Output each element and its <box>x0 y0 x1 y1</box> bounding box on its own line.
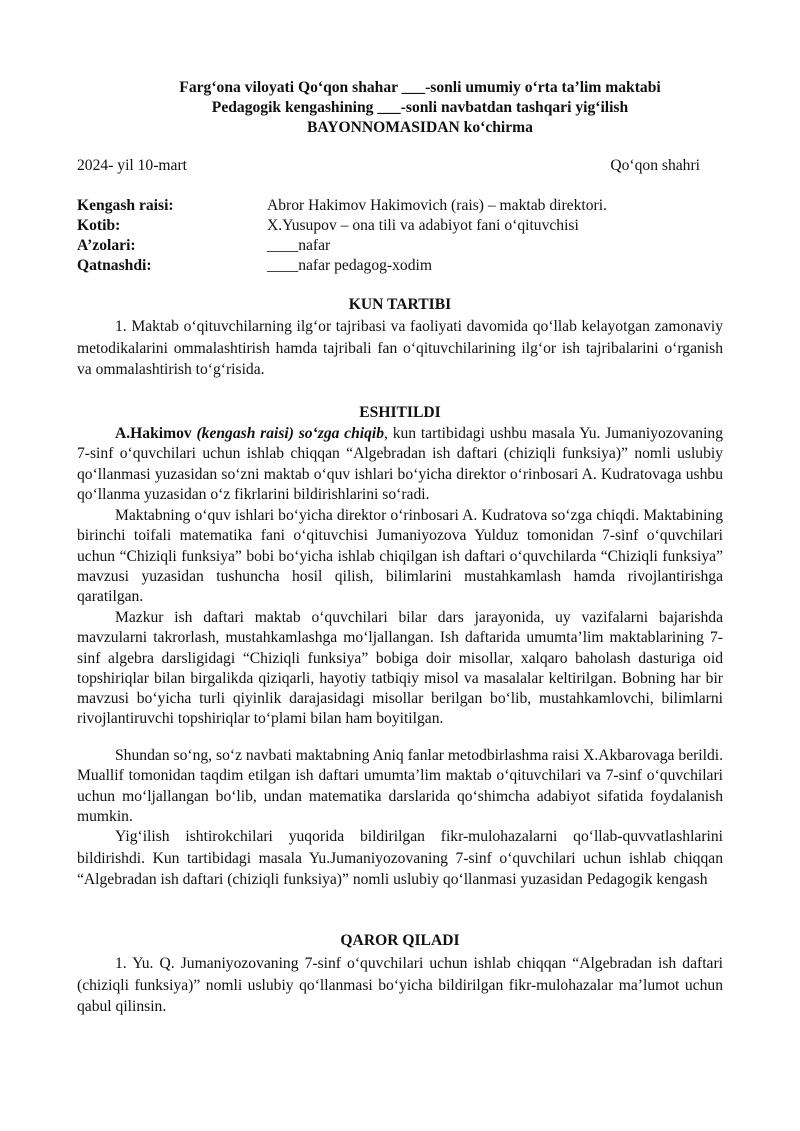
attendance-value: ____nafar pedagog-xodim <box>267 257 432 274</box>
heard-heading: ESHITILDI <box>359 404 441 421</box>
attendance-value: Abror Hakimov Hakimovich (rais) – maktab direktori. <box>267 197 607 214</box>
document-date: 2024- yil 10-mart <box>77 157 188 174</box>
heard-paragraph-1 <box>77 424 723 505</box>
attendance-label: Kotib: <box>77 217 121 234</box>
heard-paragraph-4: Shundan so‘ng, so‘z navbati maktabning Aniq fanlar metodbirlashma raisi X.Akbarovaga berildi. Muallif tomonidan taqdim etilgan ish daftari umumta’lim maktab o‘qituvchilari va 7-sinf o‘quvchilari uchun mo‘ljallangan bo‘lib, undan matematika darslarida qo‘shimcha adabiyot sifatida foydalanish mumkin. <box>77 747 723 825</box>
header-line-1: Farg‘ona viloyati Qo‘qon shahar ___-sonli umumiy o‘rta ta’lim maktabi <box>179 79 661 96</box>
agenda-heading: KUN TARTIBI <box>348 296 452 313</box>
header-line-3: BAYONNOMASIDAN ko‘chirma <box>307 119 533 136</box>
header-line-2: Pedagogik kengashining ___-sonli navbatdan tashqari yig‘ilish <box>211 99 629 116</box>
attendance-value: X.Yusupov – ona tili va adabiyot fani o‘qituvchisi <box>267 217 579 234</box>
speaker-name: A.Hakimov <box>115 425 192 442</box>
speaker-role: (kengash raisi) so‘zga chiqib <box>196 425 385 442</box>
decision-heading: QAROR QILADI <box>340 932 460 949</box>
document-city: Qo‘qon shahri <box>610 157 700 174</box>
attendance-value: ____nafar <box>267 237 331 254</box>
attendance-label: Qatnashdi: <box>77 257 152 274</box>
decision-text: 1. Yu. Q. Jumaniyozovaning 7-sinf o‘quvchilari uchun ishlab chiqqan “Algebradan ish daftari (chiziqli funksiya)” nomli uslubiy qo‘llanmasi bo‘yicha bildirilgan fikr-mulohazalar ma’lumot uchun qabul qilinsin. <box>77 955 723 1015</box>
heard-paragraph-3: Mazkur ish daftari maktab o‘quvchilari bilar dars jarayonida, uy vazifalarni bajarishda mavzularni takrorlash, mustahkamlashga mo‘ljallangan. Ish daftarida umumta’lim maktablarining 7-sinf algebra darsligidagi “Chiziqli funksiya” bobiga doir misollar, xalqaro baholash dasturiga oid topshiriqlar bilan birgalikda qiziqarli, hayotiy tatbiqiy misol va masalalar keltirilgan. Bobning har bir mavzusi bo‘yicha turli qiyinlik darajasidagi misollar berilgan bo‘lib, mustahkamlovchi, bilimlarni rivojlantiruvchi topshiriqlar to‘plami bilan ham boyitilgan. <box>77 609 723 728</box>
attendance-label: Kengash raisi: <box>77 197 174 214</box>
agenda-text: 1. Maktab o‘qituvchilarning ilg‘or tajribasi va faoliyati davomida qo‘llab kelayotgan zamonaviy metodikalarini ommalashtirish hamda tajribali fan o‘qituvchilarining ilg‘or ish tajribalarini o‘rganish va ommalashtirish to‘g‘risida. <box>77 318 723 378</box>
attendance-label: A’zolari: <box>77 237 136 254</box>
paragraph-text: , kun tartibidagi ushbu masala Yu. Jumaniyozovaning 7-sinf o‘quvchilari uchun ishlab chiqqan “Algebradan ish daftari (chiziqli funksiya)” nomli uslubiy qo‘llanmasi yuzasidan so‘zni maktab o‘quv ishlari bo‘yicha direktor o‘rinbosari A. Kudratovaga ushbu qo‘llanma yuzasidan o‘z fikrlarini bildirishlarini so‘radi. <box>77 425 723 503</box>
heard-paragraph-5: Yig‘ilish ishtirokchilari yuqorida bildirilgan fikr-mulohazalarni qo‘llab-quvvatlashlarini bildirishdi. Kun tartibidagi masala Yu.Jumaniyozovaning 7-sinf o‘quvchilari uchun ishlab chiqqan “Algebradan ish daftari (chiziqli funksiya)” nomli uslubiy qo‘llanmasi yuzasidan Pedagogik kengash <box>77 828 723 888</box>
heard-paragraph-2: Maktabning o‘quv ishlari bo‘yicha direktor o‘rinbosari A. Kudratova so‘zga chiqdi. Maktabining birinchi toifali matematika fani o‘qituvchisi Jumaniyozova Yulduz tomonidan 7-sinf o‘quvchilari uchun “Chiziqli funksiya” bobi bo‘yicha ishlab chiqilgan ish daftari o‘quvchilarda “Chiziqli funksiya” mavzusi yuzasidan tushuncha hosil qilish, bilimlarini mustahkamlash hamda rivojlantirishga qaratilgan. <box>77 507 723 606</box>
